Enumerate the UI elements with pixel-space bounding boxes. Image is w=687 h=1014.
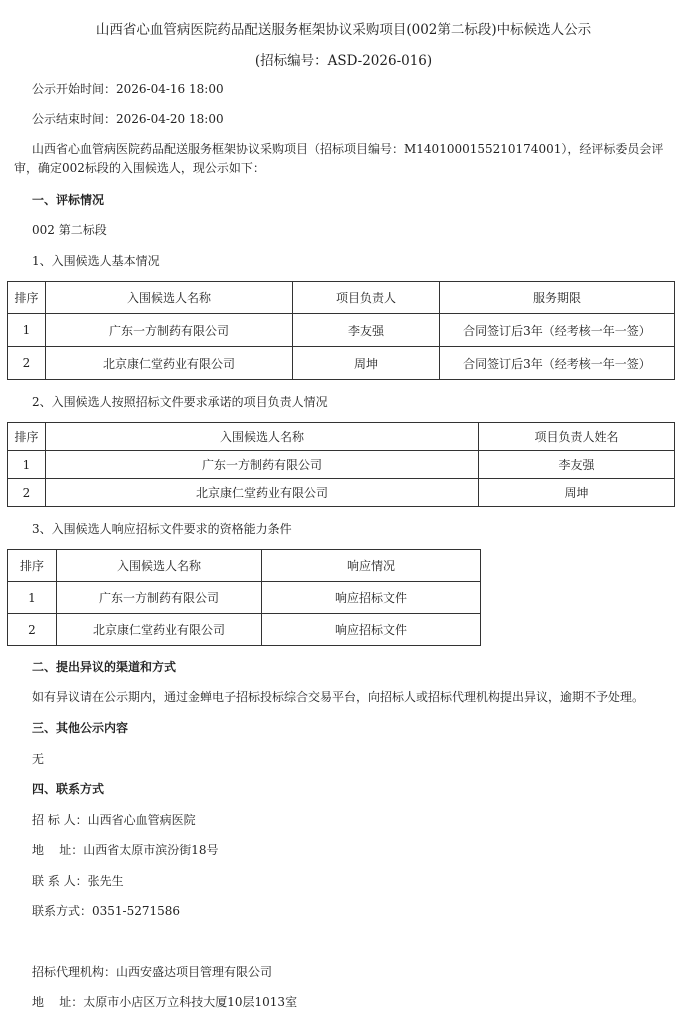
objection-text: 如有异议请在公示期内，通过金蝉电子招标投标综合交易平台，向招标人或招标代理机构提出异议，逾期不予处理。 [32,690,645,704]
intro-paragraph: 山西省心血管病医院药品配送服务框架协议采购项目（招标项目编号：M1401000155210174001），经评标委员会评审，确定002标段的入围候选人，现公示如下： [14,142,664,175]
table-header: 排序 [8,423,46,451]
contact-address: 地 址：山西省太原市滨汾街18号 [32,843,219,857]
rank-cell: 1 [8,451,46,479]
table2-caption: 2、入围候选人按照招标文件要求承诺的项目负责人情况 [32,395,328,409]
table-header: 项目负责人姓名 [479,423,675,451]
section-other: 三、其他公示内容 [32,721,129,735]
page-title: 山西省心血管病医院药品配送服务框架协议采购项目(002第二标段)中标候选人公示 [95,22,592,38]
contact-tenderer: 招 标 人：山西省心血管病医院 [32,813,196,827]
table-row [8,347,675,380]
response-cell: 响应招标文件 [262,582,481,614]
table-header: 排序 [8,550,57,582]
manager-cell: 周坤 [479,479,675,507]
table-header: 服务期限 [440,282,675,314]
service-period-cell: 合同签订后3年（经考核一年一签） [440,314,675,347]
candidate-name-cell: 北京康仁堂药业有限公司 [46,347,293,380]
rank-cell: 2 [8,614,57,646]
table-row [8,314,675,347]
other-content: 无 [32,752,45,766]
candidates-manager-table [7,422,675,507]
page-subtitle: (招标编号：ASD-2026-016) [254,53,433,69]
service-period-cell: 合同签订后3年（经考核一年一签） [440,347,675,380]
table-header: 项目负责人 [293,282,440,314]
manager-cell: 周坤 [293,347,440,380]
manager-cell: 李友强 [479,451,675,479]
contact-agency: 招标代理机构：山西安盛达项目管理有限公司 [32,965,273,979]
contact-person: 联 系 人：张先生 [32,874,124,888]
table-header: 排序 [8,282,46,314]
start-time: 公示开始时间：2026-04-16 18:00 [32,82,224,96]
end-time: 公示结束时间：2026-04-20 18:00 [32,112,224,126]
table-row [8,614,481,646]
contact-phone: 联系方式：0351-5271586 [32,904,181,918]
candidate-name-cell: 广东一方制药有限公司 [46,451,479,479]
table1-caption: 1、入围候选人基本情况 [32,254,160,268]
section-contact: 四、联系方式 [32,782,105,796]
lot-label: 002 第二标段 [32,223,107,237]
table-header: 入围候选人名称 [57,550,262,582]
table-header: 入围候选人名称 [46,282,293,314]
table-row [8,479,675,507]
section-evaluation: 一、评标情况 [32,193,105,207]
table3-caption: 3、入围候选人响应招标文件要求的资格能力条件 [32,522,292,536]
table-header: 入围候选人名称 [46,423,479,451]
rank-cell: 2 [8,479,46,507]
table-header: 响应情况 [262,550,481,582]
candidate-name-cell: 广东一方制药有限公司 [46,314,293,347]
table-row [8,582,481,614]
manager-cell: 李友强 [293,314,440,347]
rank-cell: 1 [8,582,57,614]
table-row [8,451,675,479]
section-objection: 二、提出异议的渠道和方式 [32,660,177,674]
contact-agency-address: 地 址：太原市小店区万立科技大厦10层1013室 [32,995,298,1009]
candidate-name-cell: 广东一方制药有限公司 [57,582,262,614]
response-cell: 响应招标文件 [262,614,481,646]
candidate-name-cell: 北京康仁堂药业有限公司 [46,479,479,507]
candidates-basic-table [7,281,675,380]
rank-cell: 2 [8,347,46,380]
candidates-qualification-table [7,549,481,646]
rank-cell: 1 [8,314,46,347]
candidate-name-cell: 北京康仁堂药业有限公司 [57,614,262,646]
